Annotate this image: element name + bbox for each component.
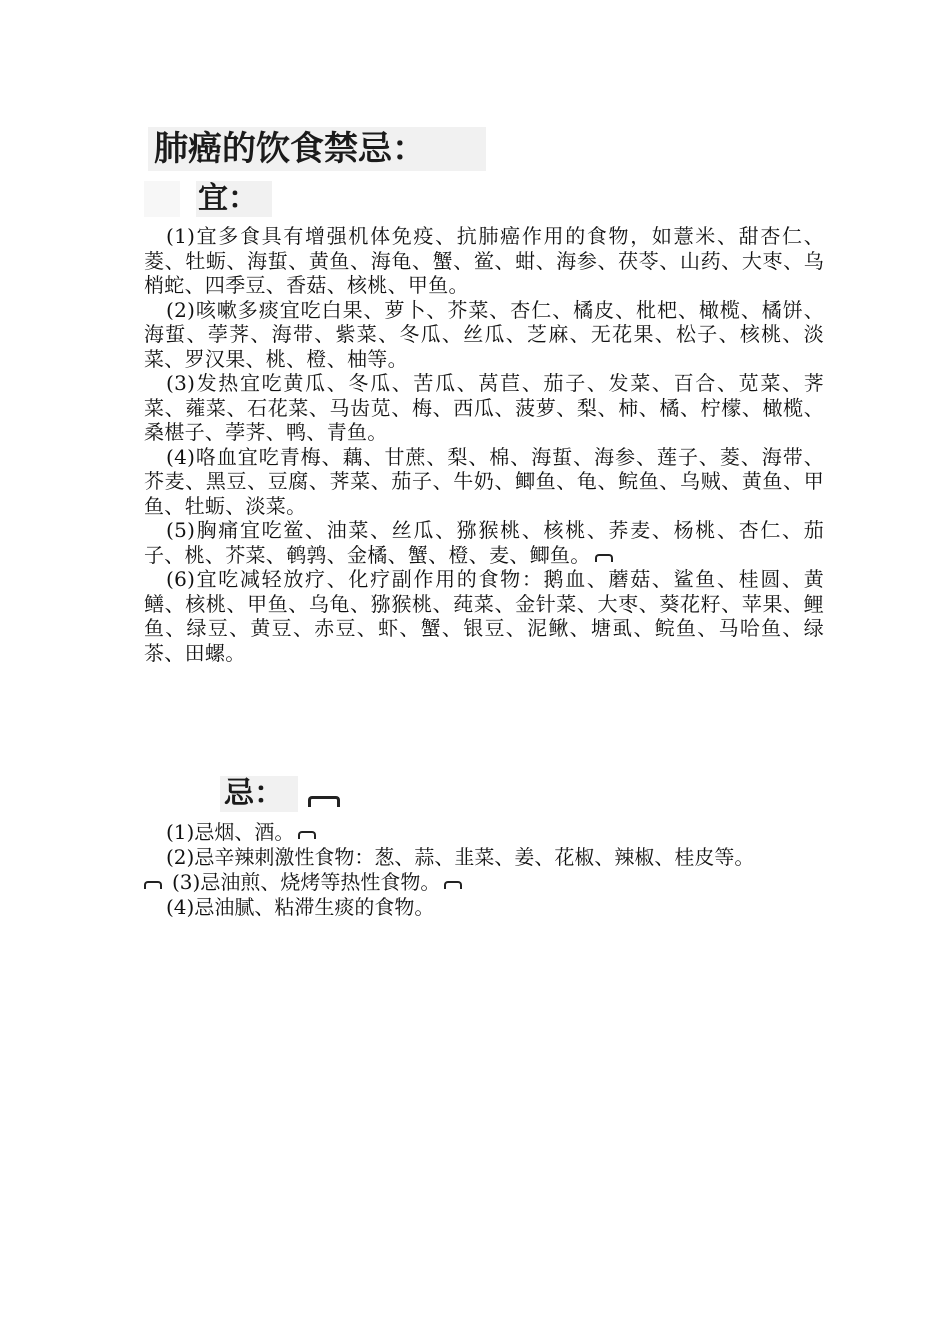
paragraph-mark-icon	[144, 881, 162, 889]
paragraph-mark-icon	[308, 796, 340, 807]
suitable-item-6: (6)宜吃减轻放疗、化疗副作用的食物：鹅血、蘑菇、鲨鱼、桂圆、黄鳝、核桃、甲鱼、乌龟、猕猴桃、莼菜、金针菜、大枣、葵花籽、苹果、鲤鱼、绿豆、黄豆、赤豆、虾、蟹、银豆、泥鳅、塘虱、鲩鱼、马哈鱼、绿茶、田螺。	[144, 567, 824, 665]
avoid-item-3-text: (3)忌油煎、烧烤等热性食物。	[172, 870, 441, 894]
suitable-heading-text: 宜：	[198, 181, 258, 216]
suitable-item-4: (4)咯血宜吃青梅、藕、甘蔗、梨、棉、海蜇、海参、莲子、菱、海带、芥麦、黑豆、豆腐、荠菜、茄子、牛奶、鲫鱼、龟、鲩鱼、乌贼、黄鱼、甲鱼、牡蛎、淡菜。	[144, 444, 824, 518]
paragraph-mark-icon	[298, 831, 316, 839]
avoid-item-1	[144, 820, 844, 845]
avoid-heading-text: 忌：	[224, 776, 284, 811]
suitable-heading	[144, 181, 272, 217]
paragraph-mark-icon	[595, 554, 613, 562]
suitable-item-5-text: (5)胸痛宜吃鲎、油菜、丝瓜、猕猴桃、核桃、荞麦、杨桃、杏仁、茄子、桃、芥菜、鹌鹑、金橘、蟹、橙、麦、鲫鱼。	[144, 518, 824, 567]
suitable-item-1: (1)宜多食具有增强机体免疫、抗肺癌作用的食物，如薏米、甜杏仁、菱、牡蛎、海蜇、黄鱼、海龟、蟹、鲎、蚶、海参、茯苓、山药、大枣、乌梢蛇、四季豆、香菇、核桃、甲鱼。	[144, 224, 824, 297]
avoid-heading	[220, 776, 298, 812]
page-title: 肺癌的饮食禁忌：	[148, 127, 486, 171]
avoid-foods-section	[144, 820, 844, 920]
suitable-item-3: (3)发热宜吃黄瓜、冬瓜、苦瓜、莴苣、茄子、发菜、百合、苋菜、荠菜、蕹菜、石花菜、马齿苋、梅、西瓜、菠萝、梨、柿、橘、柠檬、橄榄、桑椹子、荸荠、鸭、青鱼。	[144, 371, 824, 444]
suitable-item-5	[144, 518, 824, 567]
suitable-foods-section	[144, 224, 824, 665]
avoid-item-2: (2)忌辛辣刺激性食物：葱、蒜、韭菜、姜、花椒、辣椒、桂皮等。	[166, 845, 755, 869]
avoid-item-4: (4)忌油腻、粘滞生痰的食物。	[166, 895, 435, 919]
avoid-item-3	[144, 870, 844, 895]
paragraph-mark-icon	[444, 881, 462, 889]
suitable-item-2: (2)咳嗽多痰宜吃白果、萝卜、芥菜、杏仁、橘皮、枇杷、橄榄、橘饼、海蜇、荸荠、海带、紫菜、冬瓜、丝瓜、芝麻、无花果、松子、核桃、淡菜、罗汉果、桃、橙、柚等。	[144, 297, 824, 371]
avoid-item-1-text: (1)忌烟、酒。	[166, 820, 295, 844]
